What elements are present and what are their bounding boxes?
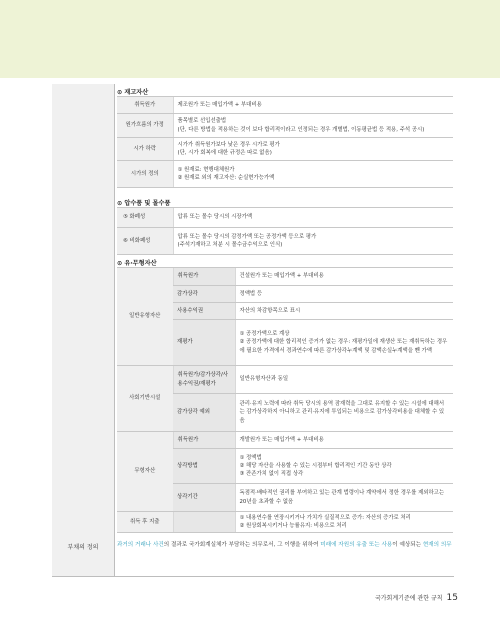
section-heading-seized: ⊙ 압수품 및 몰수품 bbox=[117, 200, 171, 207]
highlight-text: 과거의 거래나 사건 bbox=[117, 542, 164, 548]
left-label-column bbox=[52, 84, 114, 576]
section-heading-inventory: ⊙ 재고자산 bbox=[117, 89, 149, 96]
row-value: ① 원재료: 현행대체원가 ② 원재료 외의 재고자산: 순실현가능가액 bbox=[173, 161, 453, 188]
row-value: 독점적·배타적인 권리를 부여하고 있는 관계 법령이나 계약에서 정한 경우를 제외하고는 20년을 초과할 수 없음 bbox=[235, 484, 453, 512]
row-value: 압류 또는 몰수 당시의 감정가액 또는 공정가액 등으로 평가 (주석기재하고 처분 시 몰수금수익으로 인식) bbox=[173, 228, 453, 255]
row-sublabel: 감가상각 예외 bbox=[173, 394, 235, 432]
liability-label: 부채의 정의 bbox=[67, 544, 99, 551]
row-sublabel: 상각기간 bbox=[173, 484, 235, 512]
definition-text: 의 결과로 국가회계실체가 부담하는 의무로서, 그 이행을 위하여 bbox=[163, 542, 321, 548]
header-band bbox=[0, 0, 500, 78]
row-sublabel: 취득원가 bbox=[173, 268, 235, 286]
page-number: 15 bbox=[446, 593, 458, 603]
row-label: ⑤ 화폐성 bbox=[117, 208, 173, 228]
row-value: ① 공정가액으로 계상 ② 공정가액에 대한 합리적인 증거가 없는 경우: 재평가일에 재생산 또는 재취득하는 경우에 필요한 가격에서 경과연수에 따른 감가상각누계액 및 감액손실누계액을 뺀 가액 bbox=[235, 320, 453, 366]
row-sublabel-empty bbox=[173, 512, 235, 533]
row-sublabel: 취득원가/감가상각/사용수익권/재평가 bbox=[173, 366, 235, 394]
row-value: 자산의 차감항목으로 표시 bbox=[235, 303, 453, 320]
row-label: 취득원가 bbox=[117, 97, 173, 114]
row-value: 일반유형자산과 동일 bbox=[235, 366, 453, 394]
group-label: 일반유형자산 bbox=[117, 268, 173, 366]
row-value: 품목별로 선입선출법 (단, 다른 방법을 적용하는 것이 보다 합리적이라고 인정되는 경우 개별법, 이동평균법 등 적용, 주석 공시) bbox=[173, 114, 453, 138]
row-label: 시가 하락 bbox=[117, 138, 173, 161]
group-label: 취득 후 지출 bbox=[117, 512, 173, 533]
bottom-rule bbox=[52, 576, 454, 577]
definition-text: 이 예상되는 bbox=[392, 542, 423, 548]
row-sublabel: 취득원가 bbox=[173, 432, 235, 449]
row-value: 정액법 등 bbox=[235, 286, 453, 303]
row-sublabel: 감가상각 bbox=[173, 286, 235, 303]
row-value: 개발원가 또는 매입가액 + 부대비용 bbox=[235, 432, 453, 449]
column-divider bbox=[114, 84, 115, 576]
seized-table bbox=[117, 207, 453, 255]
row-sublabel: 상각방법 bbox=[173, 449, 235, 484]
row-sublabel: 재평가 bbox=[173, 320, 235, 366]
group-label: 무형자산 bbox=[117, 432, 173, 512]
page-footer bbox=[375, 593, 458, 603]
row-value: 건설원가 또는 매입가액 + 부대비용 bbox=[235, 268, 453, 286]
row-label: 원가흐름의 가정 bbox=[117, 114, 173, 138]
highlight-text: 현재의 의무 bbox=[422, 542, 452, 548]
row-sublabel: 사용수익권 bbox=[173, 303, 235, 320]
row-value: 압류 또는 몰수 당시의 시장가액 bbox=[173, 208, 453, 228]
group-label: 사회기반시설 bbox=[117, 366, 173, 432]
row-label: ⑥ 비화폐성 bbox=[117, 228, 173, 255]
footer-title: 국가회계기준에 관한 규칙 bbox=[374, 595, 443, 602]
liability-definition bbox=[117, 541, 453, 550]
highlight-text: 미래에 자원의 유출 또는 사용 bbox=[320, 542, 393, 548]
row-value: ① 내용연수를 연장시키거나 가치가 실질적으로 증가: 자산의 증가로 처리 ② 원상회복시키거나 능률유지: 비용으로 처리 bbox=[235, 512, 453, 533]
section-heading-tangible: ⊙ 유·무형자산 bbox=[117, 260, 157, 267]
inventory-table bbox=[117, 96, 453, 188]
row-value: 관리·유지 노력에 따라 취득 당시의 용역 잠재력을 그대로 유지할 수 있는 시설에 대해서는 감가상각하지 아니하고 관리·유지에 투입되는 비용으로 감가상각비용을 대체할 수 있음 bbox=[235, 394, 453, 432]
tangible-table bbox=[117, 267, 453, 533]
row-label: 시가의 정의 bbox=[117, 161, 173, 188]
row-value: ① 정액법 ② 해당 자산을 사용할 수 있는 시점부터 합리적인 기간 동안 상각 ③ 잔존가치 없이 직접 상각 bbox=[235, 449, 453, 484]
row-value: 제조원가 또는 매입가액 + 부대비용 bbox=[173, 97, 453, 114]
row-value: 시가가 취득원가보다 낮은 경우 시가로 평가 (단, 시가 회복에 대한 규정은 따로 없음) bbox=[173, 138, 453, 161]
